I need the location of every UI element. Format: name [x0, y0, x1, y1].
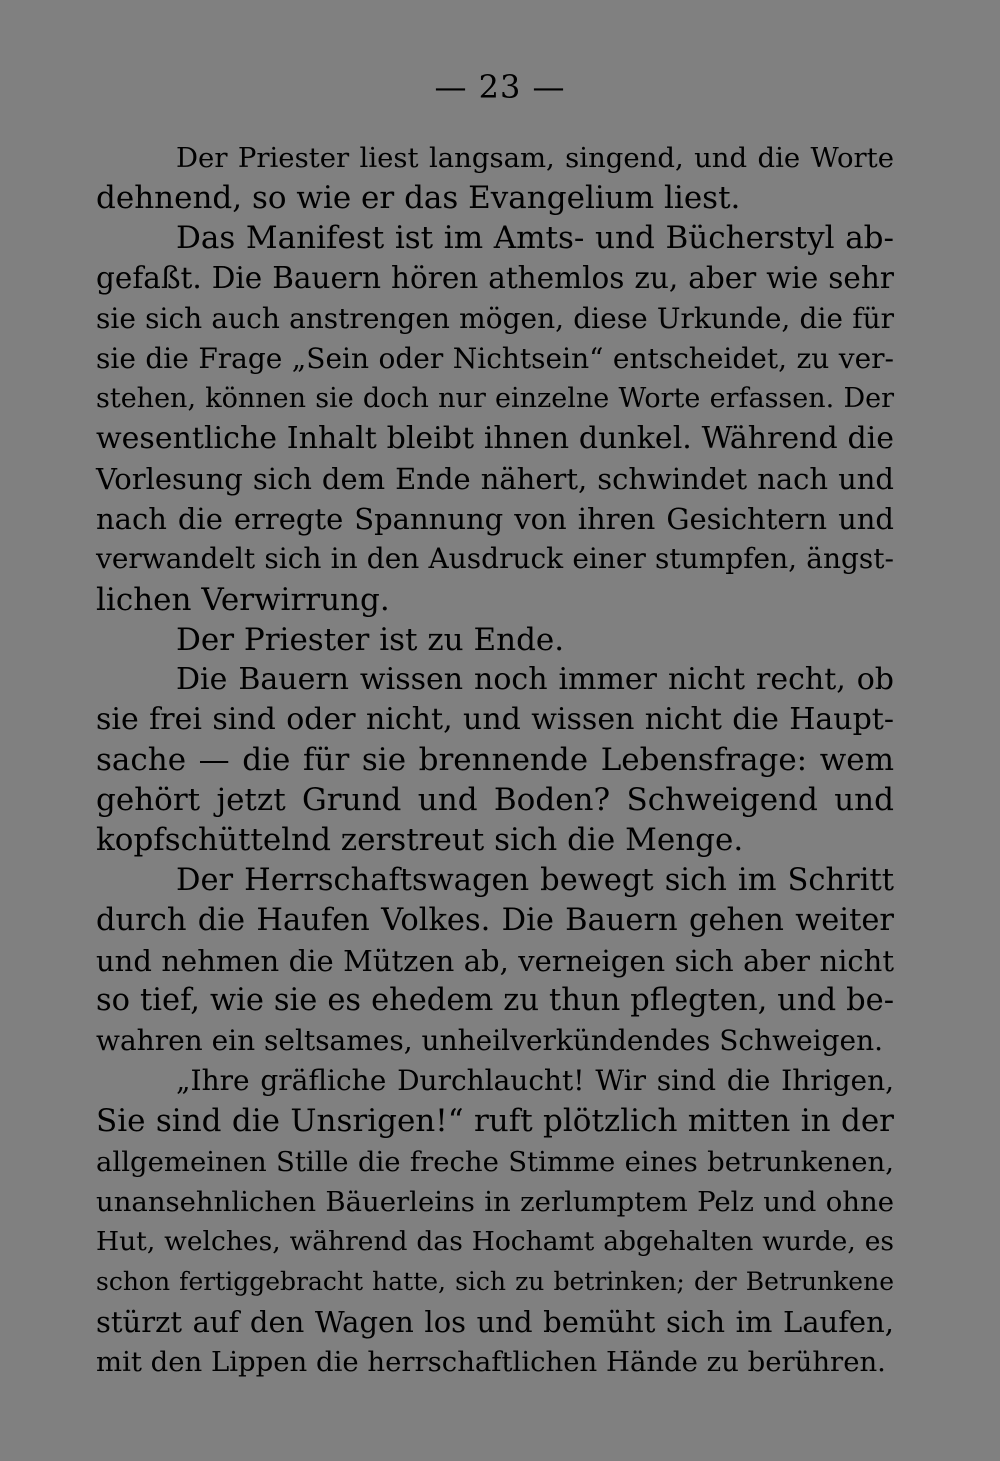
page-number: — 23 —	[434, 68, 566, 106]
text-line: Vorlesung sich dem Ende nähert, schwindet nach und	[96, 462, 894, 497]
text-line: stürzt auf den Wagen los und bemüht sich im Laufen,	[96, 1305, 894, 1340]
text-line: stehen, können sie doch nur einzelne Worte erfassen. Der	[96, 382, 894, 414]
text-line: sache — die für sie brennende Lebensfrage: wem	[96, 742, 894, 779]
text-line: Der Priester ist zu Ende.	[176, 621, 565, 658]
text-line: wesentliche Inhalt bleibt ihnen dunkel. Während die	[96, 420, 894, 456]
text-line: und nehmen die Mützen ab, verneigen sich aber nicht	[96, 943, 894, 978]
text-line: allgemeinen Stille die freche Stimme eines betrunkenen,	[96, 1145, 894, 1178]
text-line: Die Bauern wissen noch immer nicht recht, ob	[176, 661, 894, 697]
text-line: sie die Frage „Sein oder Nichtsein“ entscheidet, zu ver-	[96, 341, 894, 375]
text-line: wahren ein seltsames, unheilverkündendes Schweigen.	[96, 1024, 884, 1058]
text-line: Der Herrschaftswagen bewegt sich im Schritt	[176, 862, 894, 898]
text-line: unansehnlichen Bäuerleins in zerlumptem Pelz und ohne	[96, 1185, 894, 1218]
text-line: kopfschüttelnd zerstreut sich die Menge.	[96, 822, 744, 859]
text-line: durch die Haufen Volkes. Die Bauern gehen weiter	[96, 902, 894, 938]
text-line: „Ihre gräfliche Durchlaucht! Wir sind die Ihrigen,	[176, 1064, 894, 1098]
text-line: gehört jetzt Grund und Boden? Schweigend und	[96, 782, 894, 819]
text-line: Der Priester liest langsam, singend, und die Worte	[176, 142, 894, 174]
body-text	[96, 138, 894, 1382]
text-line: verwandelt sich in den Ausdruck einer stumpfen, ängst-	[96, 542, 894, 576]
text-line: dehnend, so wie er das Evangelium liest.	[96, 180, 741, 217]
text-line: gefaßt. Die Bauern hören athemlos zu, aber wie sehr	[96, 261, 894, 296]
text-line: nach die erregte Spannung von ihren Gesichtern und	[96, 502, 894, 537]
text-line: Das Manifest ist im Amts- und Bücherstyl ab-	[176, 220, 894, 257]
text-line: lichen Verwirrung.	[96, 581, 390, 618]
text-line: sie sich auch anstrengen mögen, diese Urkunde, die für	[96, 301, 894, 335]
text-line: sie frei sind oder nicht, und wissen nicht die Haupt-	[96, 701, 894, 737]
text-line: so tief, wie sie es ehedem zu thun pflegten, und be-	[96, 982, 894, 1018]
text-line: Sie sind die Unsrigen!“ ruft plötzlich mitten in der	[96, 1103, 894, 1140]
text-line: mit den Lippen die herrschaftlichen Hände zu berühren.	[96, 1346, 886, 1379]
text-line: schon fertiggebracht hatte, sich zu betrinken; der Betrunkene	[96, 1266, 894, 1296]
text-line: Hut, welches, während das Hochamt abgehalten wurde, es	[96, 1225, 894, 1257]
